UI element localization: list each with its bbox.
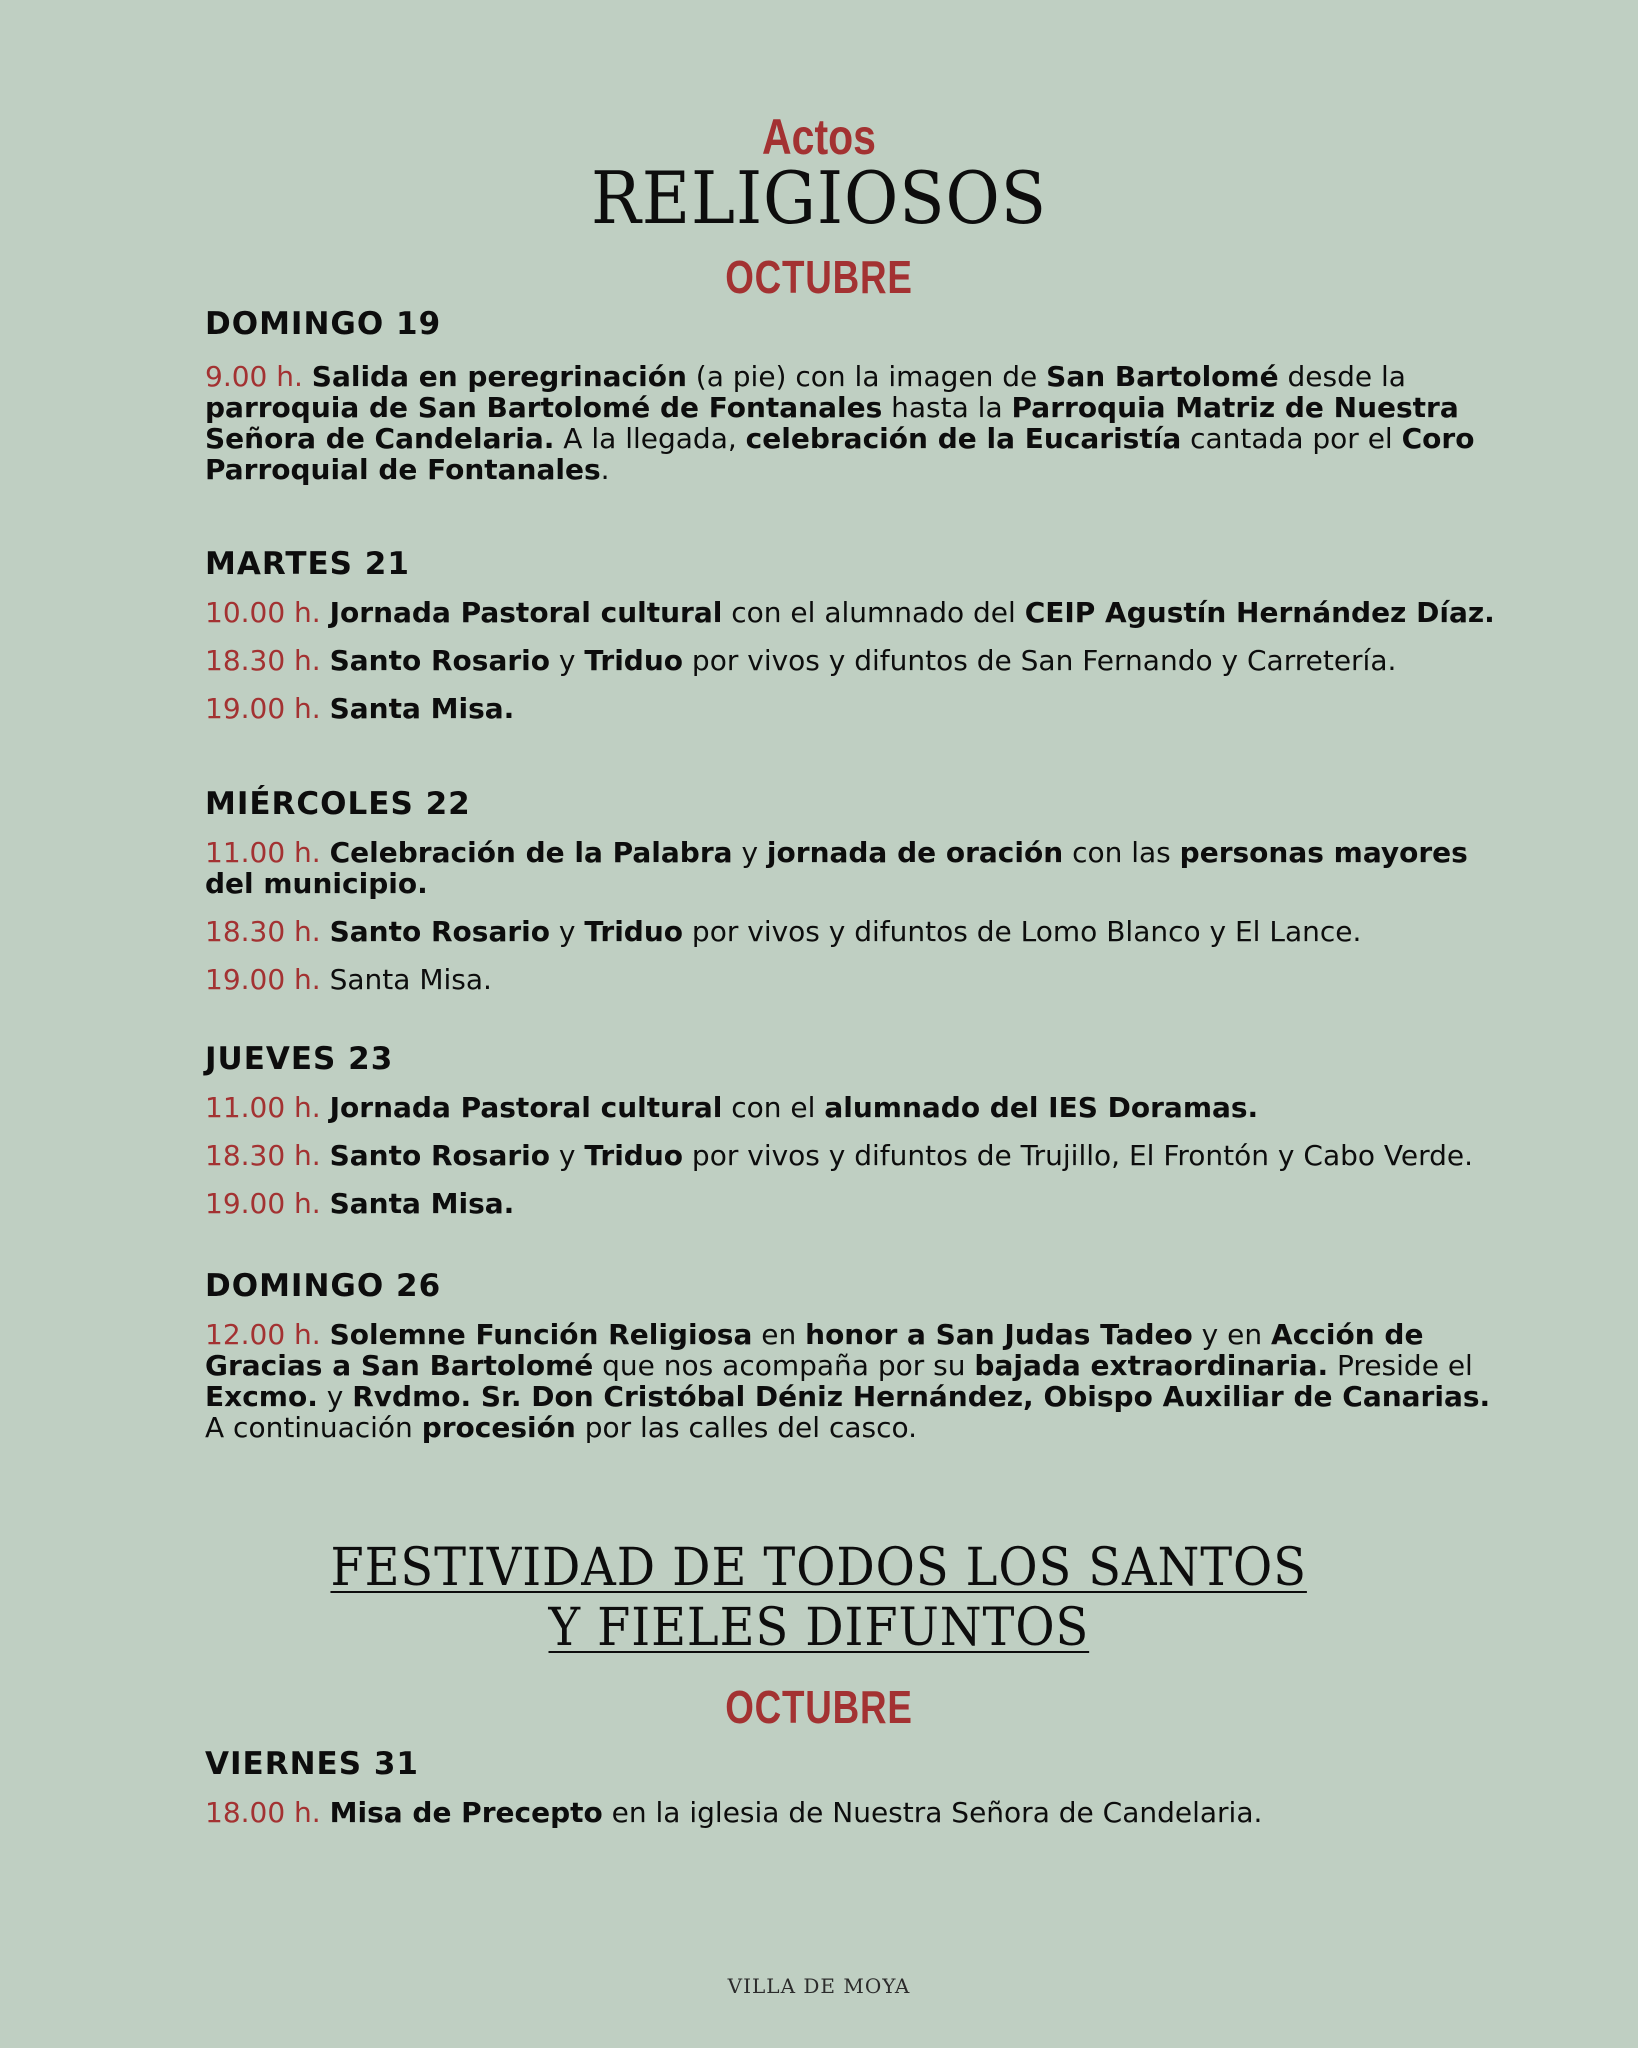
event-text: Salida en peregrinación — [311, 360, 687, 393]
day-block-jueves-23 — [205, 1040, 1505, 1219]
event-text: A continuación — [205, 1411, 422, 1444]
event-text: y en — [1192, 1318, 1272, 1351]
event-text: Excmo. — [205, 1380, 318, 1413]
event-text: y — [317, 1380, 353, 1413]
event-text: Santo Rosario — [329, 644, 550, 677]
event-item — [205, 1188, 1505, 1219]
event-text: procesión — [421, 1411, 576, 1444]
day-heading: JUEVES 23 — [205, 1041, 394, 1077]
event-text: Celebración de la Palabra — [329, 836, 733, 869]
event-item — [205, 964, 1505, 995]
month-heading: OCTUBRE — [725, 251, 913, 303]
villa-de-moya-logo: VILLA DE MOYA — [727, 1974, 911, 1998]
page-title: RELIGIOSOS — [590, 156, 1048, 240]
section-title-line-2: Y FIELES DIFUNTOS — [548, 1598, 1090, 1658]
event-text: en — [752, 1318, 806, 1351]
event-text: Santa Misa. — [329, 963, 492, 996]
event-text: por vivos y difuntos de Trujillo, El Frontón y Cabo Verde. — [683, 1139, 1474, 1172]
event-text: (a pie) con la imagen de — [686, 360, 1047, 393]
event-text: Triduo — [584, 644, 684, 677]
event-text: personas mayores del municipio. — [205, 836, 1468, 900]
event-time: 12.00 h. — [205, 1318, 321, 1351]
event-text: por vivos y difuntos de San Fernando y Carretería. — [683, 644, 1397, 677]
day-heading: DOMINGO 26 — [205, 1268, 442, 1304]
event-text: con el alumnado del — [722, 596, 1025, 629]
event-item — [205, 361, 1505, 485]
event-item — [205, 916, 1505, 947]
section-title-line-1: FESTIVIDAD DE TODOS LOS SANTOS — [330, 1538, 1308, 1598]
event-text: . — [600, 453, 610, 486]
event-item — [205, 1092, 1505, 1123]
event-time: 18.30 h. — [205, 915, 321, 948]
title-kicker: Actos — [762, 109, 876, 165]
event-text: Acción de Gracias a San Bartolomé — [205, 1318, 1424, 1382]
day-heading: VIERNES 31 — [205, 1746, 419, 1782]
event-text: San Bartolomé — [1046, 360, 1279, 393]
month-heading: OCTUBRE — [725, 1681, 913, 1733]
section-title — [0, 1538, 1638, 1658]
event-item — [205, 837, 1505, 899]
event-text: que nos acompaña por su — [593, 1349, 975, 1382]
event-time: 18.30 h. — [205, 644, 321, 677]
event-time: 19.00 h. — [205, 963, 321, 996]
event-text: Coro Parroquial de Fontanales — [205, 422, 1475, 486]
header — [0, 110, 1638, 302]
event-text: Preside el — [1328, 1349, 1473, 1382]
event-text: Santa Misa. — [329, 692, 515, 725]
event-text: y — [550, 915, 585, 948]
month-heading-2 — [0, 1682, 1638, 1732]
event-text: Rvdmo. Sr. Don Cristóbal Déniz Hernández, Obispo Auxiliar de Canarias. — [352, 1380, 1491, 1413]
event-text: Santo Rosario — [329, 915, 550, 948]
event-text: en la iglesia de Nuestra Señora de Candelaria. — [602, 1796, 1263, 1829]
event-time: 18.00 h. — [205, 1796, 321, 1829]
event-text: Jornada Pastoral cultural — [329, 596, 723, 629]
event-item — [205, 1797, 1505, 1828]
event-item — [205, 597, 1505, 628]
event-time: 18.30 h. — [205, 1139, 321, 1172]
event-text: honor a San Judas Tadeo — [805, 1318, 1193, 1351]
event-text: parroquia de San Bartolomé de Fontanales — [205, 391, 883, 424]
event-time: 10.00 h. — [205, 596, 321, 629]
day-block-domingo-19 — [205, 305, 1505, 485]
event-text: y — [732, 836, 767, 869]
event-text: bajada extraordinaria. — [974, 1349, 1329, 1382]
event-text: Jornada Pastoral cultural — [329, 1091, 723, 1124]
event-text: con el — [722, 1091, 825, 1124]
day-heading: DOMINGO 19 — [205, 306, 442, 342]
day-heading: MARTES 21 — [205, 546, 410, 582]
event-text: Triduo — [584, 1139, 684, 1172]
event-item — [205, 1140, 1505, 1171]
event-item — [205, 1319, 1505, 1443]
event-text: con las — [1063, 836, 1180, 869]
event-text: jornada de oración — [766, 836, 1064, 869]
day-heading: MIÉRCOLES 22 — [205, 786, 471, 822]
event-text: desde la — [1278, 360, 1406, 393]
event-text: por las calles del casco. — [575, 1411, 918, 1444]
event-text: celebración de la Eucaristía — [745, 422, 1182, 455]
event-text: y — [550, 644, 585, 677]
event-text: Misa de Precepto — [329, 1796, 603, 1829]
event-text: alumnado del IES Doramas. — [824, 1091, 1259, 1124]
event-text: cantada por el — [1181, 422, 1402, 455]
event-time: 19.00 h. — [205, 1187, 321, 1220]
day-block-viernes-31 — [205, 1745, 1505, 1828]
event-text: CEIP Agustín Hernández Díaz. — [1024, 596, 1495, 629]
event-time: 11.00 h. — [205, 1091, 321, 1124]
day-block-miercoles-22 — [205, 785, 1505, 995]
event-time: 9.00 h. — [205, 360, 303, 393]
day-block-domingo-26 — [205, 1267, 1505, 1443]
event-time: 11.00 h. — [205, 836, 321, 869]
day-block-martes-21 — [205, 545, 1505, 724]
event-text: por vivos y difuntos de Lomo Blanco y El Lance. — [683, 915, 1362, 948]
event-item — [205, 645, 1505, 676]
event-text: Solemne Función Religiosa — [329, 1318, 753, 1351]
event-text: Santa Misa. — [329, 1187, 515, 1220]
event-item — [205, 693, 1505, 724]
event-text: hasta la — [882, 391, 1012, 424]
event-text: A la llegada, — [554, 422, 746, 455]
event-text: Triduo — [584, 915, 684, 948]
event-text: y — [550, 1139, 585, 1172]
event-text: Parroquia Matriz de Nuestra Señora de Candelaria. — [205, 391, 1459, 455]
event-time: 19.00 h. — [205, 692, 321, 725]
event-text: Santo Rosario — [329, 1139, 550, 1172]
